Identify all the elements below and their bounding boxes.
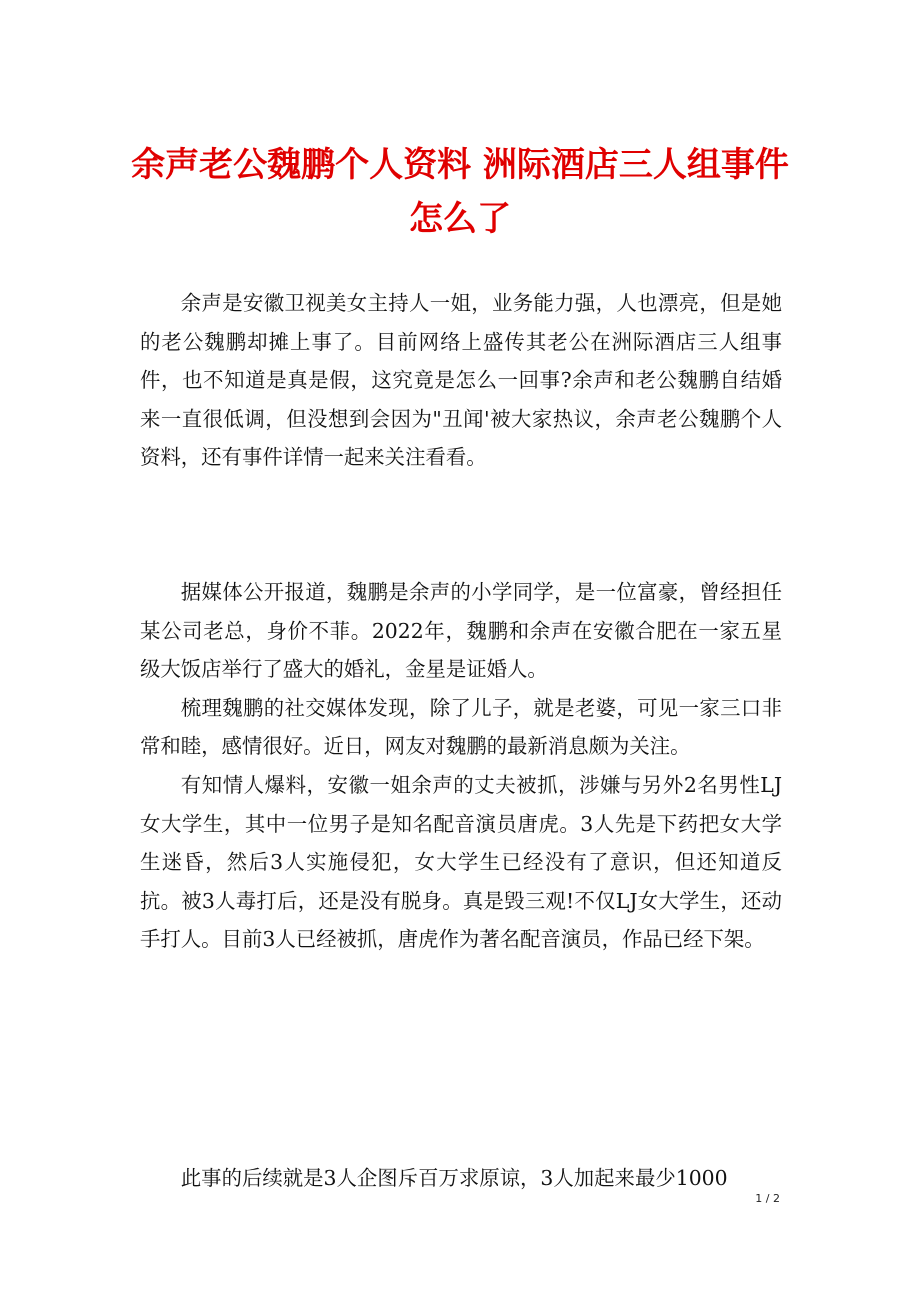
body-section-1 (140, 284, 782, 477)
document-title: 余声老公魏鹏个人资料 洲际酒店三人组事件怎么了 (131, 145, 789, 239)
body-section-3 (140, 1159, 782, 1198)
paragraph-3: 梳理魏鹏的社交媒体发现，除了儿子，就是老婆，可见一家三口非常和睦，感情很好。近日，网友对魏鹏的最新消息颇为关注。 (140, 695, 782, 759)
paragraph-1: 余声是安徽卫视美女主持人一姐，业务能力强，人也漂亮，但是她的老公魏鹏却摊上事了。目前网络上盛传其老公在洲际酒店三人组事件，也不知道是真是假，这究竟是怎么一回事?余声和老公魏鹏自结婚来一直很低调，但没想到会因为"丑闻'被大家热议，余声老公魏鹏个人资料，还有事件详情一起来关注看看。 (140, 291, 782, 470)
page-number: 1 / 2 (755, 1192, 780, 1205)
body-section-2 (140, 573, 782, 959)
paragraph-5: 此事的后续就是3人企图斥百万求原谅，3人加起来最少1000 (180, 1166, 728, 1190)
paragraph-4: 有知情人爆料，安徽一姐余声的丈夫被抓，涉嫌与另外2名男性LJ女大学生，其中一位男子是知名配音演员唐虎。3人先是下药把女大学生迷昏，然后3人实施侵犯，女大学生已经没有了意识，但还知道反抗。被3人毒打后，还是没有脱身。真是毁三观!不仅LJ女大学生，还动手打人。目前3人已经被抓，唐虎作为著名配音演员，作品已经下架。 (140, 772, 782, 952)
paragraph-2: 据媒体公开报道，魏鹏是余声的小学同学，是一位富豪，曾经担任某公司老总，身价不菲。2022年，魏鹏和余声在安徽合肥在一家五星级大饭店举行了盛大的婚礼，金星是证婚人。 (140, 580, 782, 682)
